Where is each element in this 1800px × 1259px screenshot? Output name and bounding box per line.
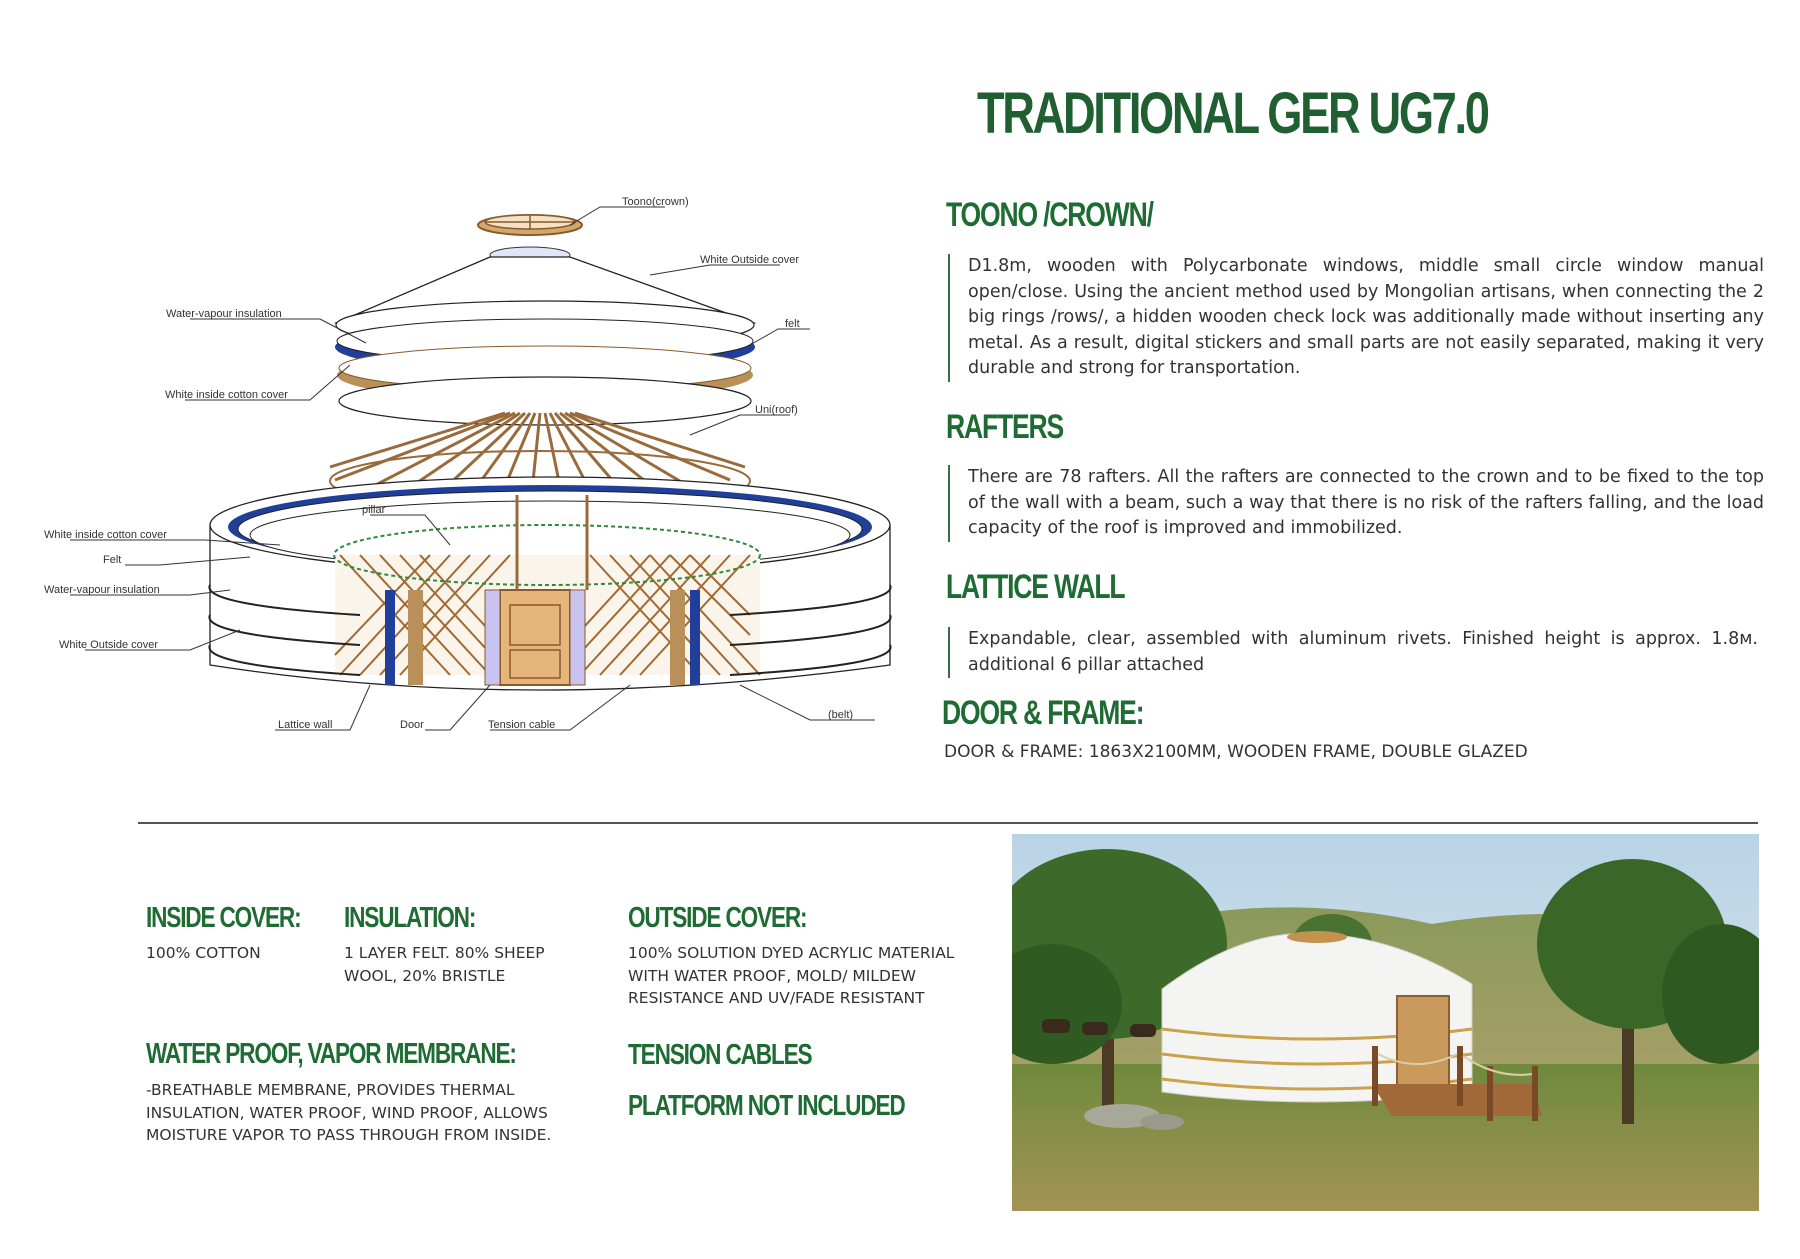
diagram-label: White Outside cover [59,639,159,651]
insulation-body: 1 LAYER FELT. 80% SHEEP WOOL, 20% BRISTLE [344,944,545,985]
ger-render-photo [1012,834,1759,1211]
diagram-label: White inside cotton cover [44,529,167,541]
wall-layers [209,477,890,690]
platform-heading: PLATFORM NOT INCLUDED [628,1090,905,1122]
ger-diagram-svg [30,195,910,795]
door-heading: DOOR & FRAME: [942,694,1144,732]
outside-cover-body: 100% SOLUTION DYED ACRYLIC MATERIAL WITH WATER PROOF, MOLD/ MILDEW RESISTANCE AND UV/FADE RESISTANT [628,944,955,1007]
insulation-heading: INSULATION: [344,902,476,934]
diagram-label: felt [785,318,800,330]
waterproof-heading: WATER PROOF, VAPOR MEMBRANE: [146,1038,516,1070]
inside-cover-body: 100% COTTON [146,944,261,962]
divider [138,822,1758,824]
diagram-label: Tension cable [488,719,556,731]
diagram-label: Lattice wall [278,719,333,731]
outside-cover-heading: OUTSIDE COVER: [628,902,807,934]
lattice-body: Expandable, clear, assembled with aluminum rivets. Finished height is approx. 1.8м. additional 6 pillar attached [948,627,1758,678]
rafters-body: There are 78 rafters. All the rafters are connected to the crown and to be fixed to the top of the wall with a beam, such a way that there is no risk of the rafters falling, and the load capacity of the roof is improved and immobilized. [948,465,1764,542]
page-title: TRADITIONAL GER UG7.0 [977,81,1488,146]
diagram-label: Toono(crown) [622,196,689,208]
ger-exploded-diagram [30,195,910,795]
waterproof-body: -BREATHABLE MEMBRANE, PROVIDES THERMAL INSULATION, WATER PROOF, WIND PROOF, ALLOWS MOISTURE VAPOR TO PASS THROUGH FROM INSIDE. [146,1081,552,1144]
diagram-label: Water-vapour insulation [44,584,160,596]
diagram-label: Uni(roof) [755,404,798,416]
diagram-label: Felt [103,554,122,566]
diagram-label: White inside cotton cover [165,389,288,401]
diagram-label: Water-vapour insulation [166,308,282,320]
rafters-heading: RAFTERS [946,408,1064,446]
diagram-label: pillar [362,504,386,516]
diagram-label: (belt) [828,709,854,721]
diagram-label: White Outside cover [700,254,800,266]
tension-cables-heading: TENSION CABLES [628,1039,812,1071]
lattice-heading: LATTICE WALL [946,568,1125,606]
crown-drawing [478,215,582,235]
door-body: DOOR & FRAME: 1863X2100MM, WOODEN FRAME, DOUBLE GLAZED [944,742,1528,762]
ger-photo-svg [1012,834,1759,1211]
toono-body: D1.8m, wooden with Polycarbonate windows, middle small circle window manual open/close. Using the ancient method used by Mongolian artisans, when connecting the 2 big rings /rows/, a hidden wooden check lock was additionally made without inserting any metal. As a result, digital stickers and small parts are not easily separated, making it very durable and strong for transportation. [948,254,1764,382]
inside-cover-heading: INSIDE COVER: [146,902,301,934]
toono-heading: TOONO /CROWN/ [946,196,1153,234]
diagram-label: Door [400,719,424,731]
